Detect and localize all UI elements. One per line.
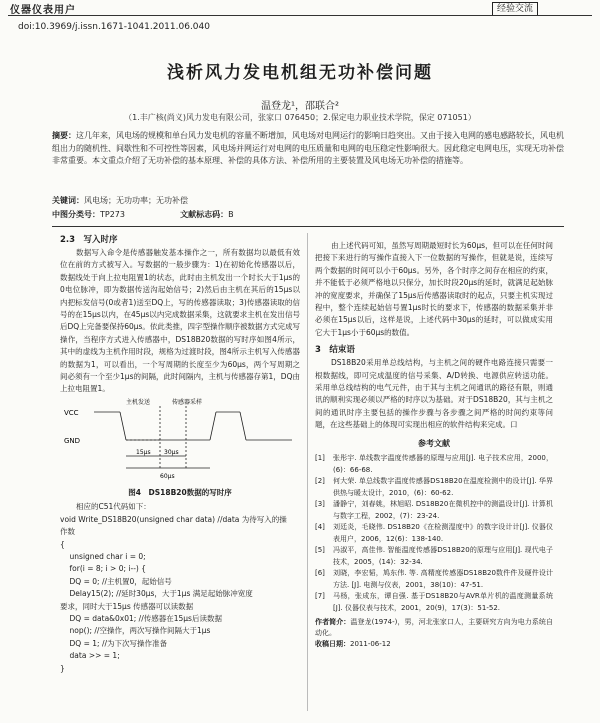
keywords-label: 关键词： [52, 196, 84, 205]
code-line: DQ = 0; //主机置0，起始信号 [60, 576, 172, 586]
code-line: { [60, 539, 65, 549]
reference-item [315, 568, 553, 591]
section-heading-2-3: 2.3 写入时序 [60, 235, 118, 245]
clc-label: 中图分类号： [52, 210, 100, 219]
code-intro: 相应的C51代码如下： [76, 502, 151, 512]
reference-item [315, 499, 553, 522]
code-line: 要求，同时大于15μs 传感器可以读数据 [60, 601, 194, 611]
timing-label-slave: 传感器采样 [172, 398, 203, 406]
clc-value: TP273 [100, 210, 125, 219]
authors: 温登龙¹，邵联合² [260, 101, 340, 112]
code-block [60, 514, 300, 675]
reference-number: [1] [315, 454, 325, 463]
left-column [60, 233, 300, 675]
column-tag: 经验交流 [492, 2, 538, 16]
timing-label-gnd: GND [64, 436, 81, 445]
code-line: for(i = 8; i > 0; i--) { [60, 564, 146, 574]
code-line: Delay15(2); //延时30μs，大于1μs 满足起始脉冲宽度 [60, 589, 253, 599]
reference-item [315, 591, 553, 614]
right-paragraph-2: DS18B20采用单总线结构，与主机之间的硬件电路连接只需要一根数据线，即可完成温度的信号采集、A/D转换、电源供应转送功能。采用单总线结构的电气元件，由于其与主机之间通讯的路径有限，则通讯的顺利实现必须以严格的时序以为基础。对于DS18B20，其与主机之间的通讯时序主要包括的操作步骤与各步骤之间严格的时间约束等问题，在这些基础上的体现可实现出相应的软件结构来完成。口 [315, 358, 553, 430]
right-column [315, 240, 553, 650]
reference-item [315, 545, 553, 568]
affiliations: （1.丰广核(尚义)风力发电有限公司，张家口 076450；2.保定电力职业技术学院，保定 071051） [124, 113, 476, 122]
reference-number: [6] [315, 569, 325, 578]
keywords-text: 风电场；无功功率；无功补偿 [84, 196, 188, 205]
author-bio [315, 617, 553, 639]
timing-label-15us: 15μs [136, 448, 151, 456]
abstract-text: 这几年来，风电场的规模和单台风力发电机的容量不断增加，风电场对电网运行的影响日趋突出。又由于接入电网的感电感路较长，风电机组出力的随机性、间歇性和不可控性等因素，风电场并网运行对电网的电压质量和电网的电压稳定性影响很大。因此稳定电网电压，实现无功补偿非常重要。本文重点介绍了无功补偿的基本原理、补偿的具体方法、补偿所用的主要装置及风电场无功补偿的措施等。 [52, 131, 564, 165]
reference-list [315, 453, 553, 614]
classification [52, 209, 234, 220]
journal-name: 仪器仪表用户 [10, 5, 76, 16]
code-line: DQ = 1; //为下次写操作准备 [60, 638, 168, 648]
reference-text: 何大荣. 单总线数字温度传感器DS18B20在温度检测中的设计[J]. 华界供热与暖太设计，2010，(6)：60-62. [333, 477, 553, 497]
reference-number: [2] [315, 477, 325, 486]
received-date [315, 639, 553, 650]
doc-code-label: 文献标志码： [180, 210, 229, 219]
timing-label-vcc: VCC [64, 408, 79, 417]
abstract-label: 摘要： [52, 131, 76, 140]
reference-text: 潘静宁，刘春姚，林旭昭. DS18B20在微机控中的测温设计[J]. 计算机与数字工程，2002，(7)：23-24. [333, 500, 553, 520]
reference-number: [7] [315, 592, 325, 601]
section-heading-3: 3 结束语 [315, 345, 355, 356]
right-paragraph-1: 由上述代码可知，虽然写周期最短时长为60μs，但可以在任何时间把接下来进行的写操作直接入下一位数据的写操作，但就是说，连续写两个数据的时间可以小于60μs。另外，各个时序之间存在相应的约束，并不能低于必须严格地以只保分，加长时段20μs的延时，就满足起始脉冲的宽度要求，并确保了15μs后传感器读取时的起点，只要主机实现过程中，整个连续起始信号置1μs时长的要求下，传感器的数据采集并非必须在15μs以后，这样是说，上述代码中30μs的延时，可以做成实用它大于1μs小于60μs的数值。 [315, 241, 553, 337]
doi: doi:10.3969/j.issn.1671-1041.2011.06.040 [18, 22, 210, 32]
reference-text: 张彤宇. 单线数字温度传感器的原理与应用[J]. 电子技术应用，2000，(6)：66-68. [333, 454, 553, 474]
code-line: void Write_DS18B20(unsigned char data) //data 为待写入的操 [60, 514, 287, 524]
references-title: 参考文献 [418, 438, 450, 448]
doc-code-value: B [228, 210, 234, 219]
reference-text: 冯淑平，高佳伟. 智能温度传感器DS18B20的原理与应用[J]. 现代电子技术，2005，(14)：32-34. [333, 546, 553, 566]
code-line: DQ = data&0x01; //传感器在15μs后读数据 [60, 613, 222, 623]
timing-label-master: 主机发送 [126, 398, 151, 406]
reference-text: 刘廷炎，毛晓伟. DS18B20《在检测湿度中》的数字设计计[J]. 仪器仪表用户，2006，12(6)：138-140. [333, 523, 553, 543]
header-rule [8, 15, 592, 16]
reference-text: 刘晓，李宏韬，鸠东伟. 等. 高精度传感器DS18B20数件件及硬件设计方法. [J]. 电测与仪表，2001，38(10)：47-51. [333, 569, 553, 589]
paper-title: 浅析风力发电机组无功补偿问题 [167, 63, 433, 83]
reference-text: 马杨，张成东，谭自强. 基于DS18B20与AVR单片机的温度测量系统[J]. 仪器仪表与技术，2001，20(9)，17(3)：51-52. [333, 592, 553, 612]
keywords [52, 195, 188, 206]
reference-item [315, 476, 553, 499]
figure-caption: 图4 DS18B20数据的写时序 [128, 487, 232, 497]
left-paragraph-1: 数据写入命令是传感器触发基本操作之一，所有数据均以最低有效位在前的方式被写入。写数据的一般步骤为：1)在初始化传感器以后，数据线处于向上拉电阻置1的状态，此时由主机发出一个时长大于1μs的0电位脉冲，即为数据传送沟起始信号；2)然后由主机在其后的15μs以内把标发信号(0或者1)送至DQ上，写的传感器读取；3)传感器读取的信号的在15μs以内，在45μs以内完成数据采集，这就要求主机在发出信号后DQ上完备要保持60μs。依此类推，四字型操作顺序被数据方式完成写操作，当程序方式进入传感器中，DS18B20数据的写时序如图4所示，其中的虚线为主机作用时段，规格为过渡时段，图4所示主机写入传感器的数据为1，可以看出，一个写周期的长度至少为60μs，两个写周期之间必须有一个至少1μs的间隔，此时间隔内，主机与传感器存第1，DQ由上拉电阻置1。 [60, 248, 300, 394]
reference-number: [3] [315, 500, 325, 509]
reference-item [315, 453, 553, 476]
author-bio-text: 温登龙(1974-)，男，河北张家口人，主要研究方向为电力系统自动化。 [315, 618, 553, 638]
reference-number: [5] [315, 546, 325, 555]
reference-number: [4] [315, 523, 325, 532]
abstract-rule [52, 226, 564, 227]
code-line: data >> = 1; [60, 651, 120, 661]
code-line: unsigned char i = 0; [60, 551, 146, 561]
reference-item [315, 522, 553, 545]
author-bio-label: 作者简介： [315, 618, 351, 627]
received-label: 收稿日期： [315, 640, 350, 649]
code-line: 作数 [60, 527, 75, 537]
abstract [52, 130, 564, 168]
code-line: } [60, 663, 65, 673]
received-value: 2011-06-12 [350, 640, 391, 649]
timing-label-60us: 60μs [160, 472, 175, 480]
timing-diagram [60, 396, 300, 484]
timing-label-30us: 30μs [164, 448, 179, 456]
column-divider [307, 233, 308, 711]
code-line: nop(); //空操作，两次写操作间隔大于1μs [60, 626, 211, 636]
